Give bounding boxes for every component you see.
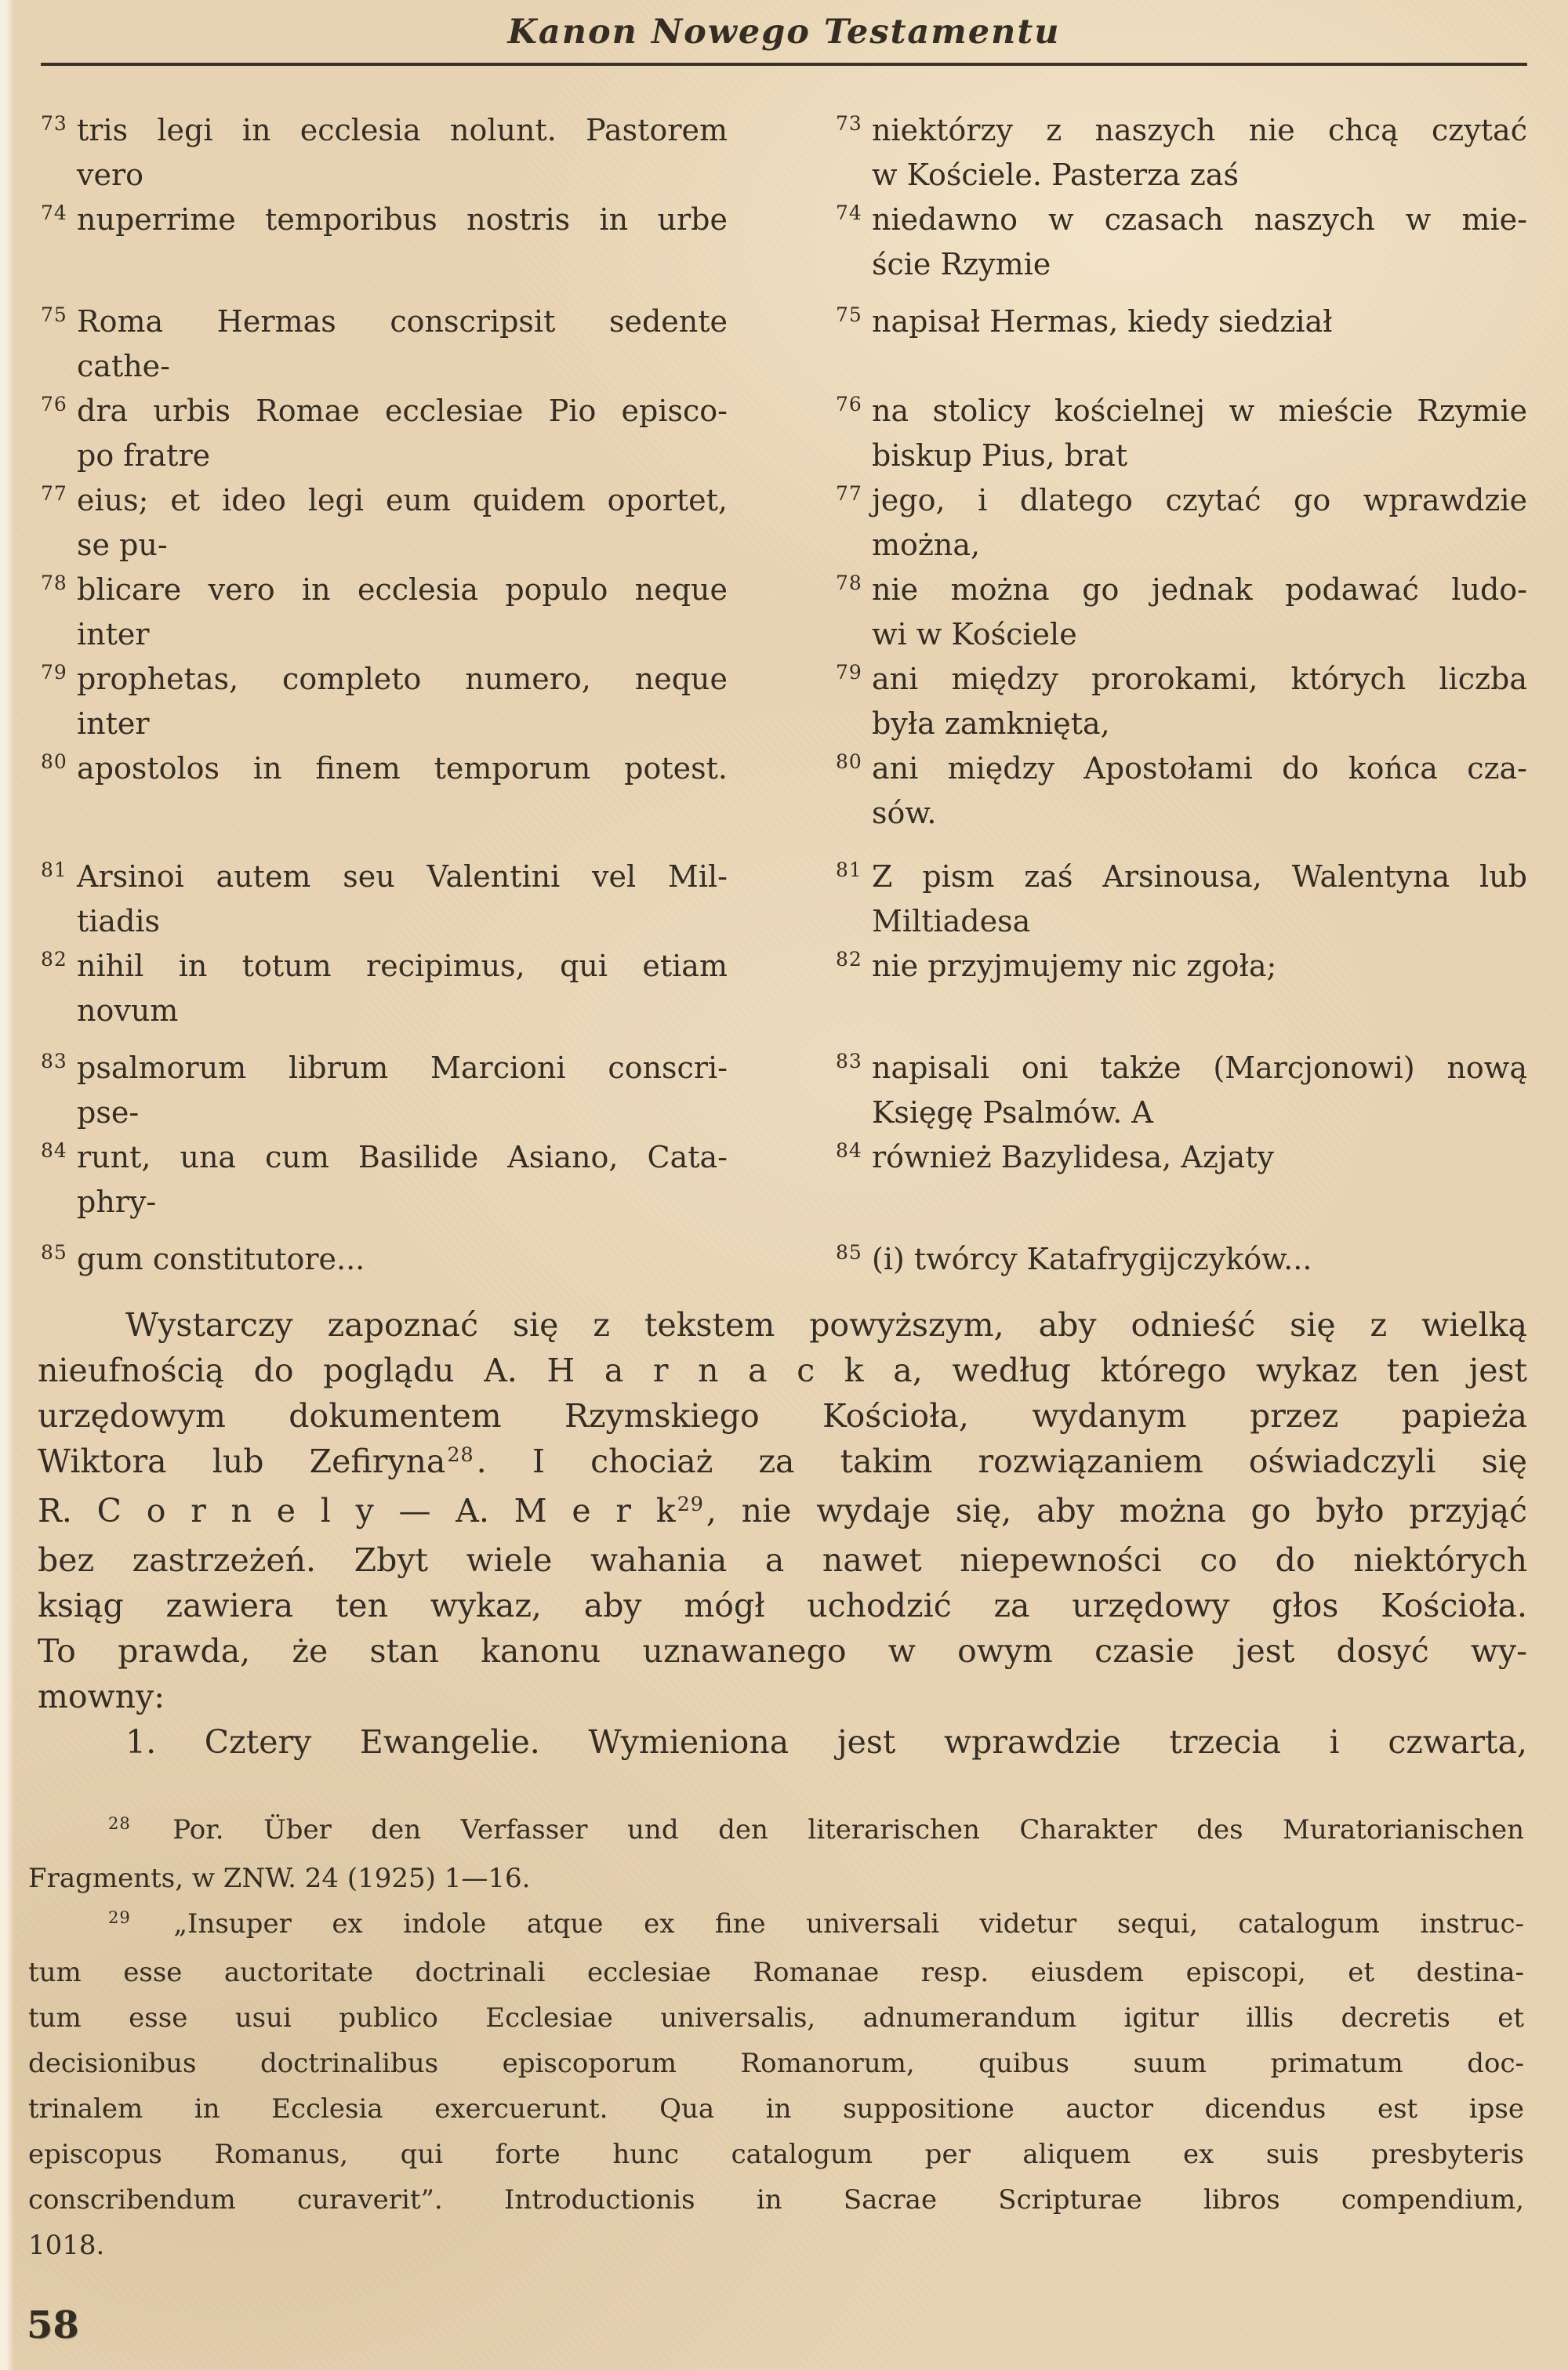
verse-latin-line: inter <box>77 617 150 651</box>
verse-number: 78 <box>41 572 67 594</box>
verse-cell-polish <box>836 1135 1527 1225</box>
body-line: R. C o r n e l y — A. M e r $k^{29}$, nie wydaje się, aby można go było przyjąć <box>38 1492 1527 1530</box>
body-line: ksiąg zawiera ten wykaz, aby mógł uchodzić za urzędowy głos Kościoła. <box>38 1587 1527 1624</box>
verse-text <box>872 1135 1527 1180</box>
verse-text <box>77 855 728 944</box>
body-line: Wiktora lub Zefiryna$^{28}$. I chociaż za takim rozwiązaniem oświadczyli się <box>38 1443 1527 1480</box>
footnote-line: 1018. <box>28 2230 105 2261</box>
verse-row <box>41 478 1527 568</box>
verse-polish-line: napisał Hermas, kiedy siedział <box>872 304 1333 339</box>
verse-cell-polish <box>836 568 1527 657</box>
body-line: nieufnością do poglądu A. H a r n a c k a, według którego wykaz ten jest <box>38 1352 1527 1389</box>
body-line: To prawda, że stan kanonu uznawanego w owym czasie jest dosyć wy- <box>38 1632 1527 1670</box>
verse-text <box>872 108 1527 198</box>
verse-number: 80 <box>41 750 67 773</box>
verse-number: 82 <box>836 948 862 971</box>
verse-row <box>41 1237 1527 1282</box>
verse-row <box>41 108 1527 198</box>
footnote-ref-superscript: 29 <box>108 1907 131 1928</box>
verse-latin-line: novum <box>77 993 179 1028</box>
verse-text <box>77 1046 728 1135</box>
verse-cell-latin <box>41 478 728 568</box>
footnote-line: decisionibus doctrinalibus episcoporum Romanorum, quibus suum primatum doc- <box>28 2048 1524 2079</box>
verse-text <box>77 657 728 746</box>
footnote-2 <box>28 1901 1524 2268</box>
verse-cell-polish <box>836 478 1527 568</box>
body-line: mowny: <box>38 1678 165 1715</box>
verse-latin-line: phry- <box>77 1185 157 1219</box>
verse-row <box>41 299 1527 389</box>
verse-number: 81 <box>41 858 67 881</box>
verse-polish-line: była zamknięta, <box>872 706 1110 741</box>
verse-latin-line: runt, una cum Basilide Asiano, Cata- <box>77 1140 728 1174</box>
verse-number: 81 <box>836 858 862 881</box>
verse-cell-polish <box>836 1046 1527 1135</box>
verse-cell-polish <box>836 389 1527 478</box>
verse-latin-line: cathe- <box>77 349 171 383</box>
verse-polish-line: ście Rzymie <box>872 247 1051 281</box>
body-line: 1. Cztery Ewangelie. Wymieniona jest wprawdzie trzecia i czwarta, <box>125 1723 1527 1761</box>
verse-text <box>77 944 728 1033</box>
verse-latin-line: prophetas, completo numero, neque <box>77 662 728 696</box>
verse-number: 75 <box>836 303 862 326</box>
verse-cell-latin <box>41 1237 728 1282</box>
verse-cell-polish <box>836 944 1527 1033</box>
verse-polish-line: (i) twórcy Katafrygijczyków... <box>872 1242 1312 1276</box>
verse-polish-line: ani między prorokami, których liczba <box>872 662 1527 696</box>
verse-number: 75 <box>41 303 67 326</box>
verse-number: 84 <box>41 1139 67 1162</box>
verse-number: 76 <box>41 393 67 416</box>
verse-number: 77 <box>836 482 862 505</box>
verse-cell-latin <box>41 1046 728 1135</box>
verse-polish-line: jego, i dlatego czytać go wprawdzie <box>872 483 1527 517</box>
verse-cell-latin <box>41 198 728 287</box>
footnote-line: episcopus Romanus, qui forte hunc catalogum per aliquem ex suis presbyteris <box>28 2139 1524 2170</box>
verse-row <box>41 568 1527 657</box>
footnote-1 <box>28 1807 1524 1901</box>
footnote-line: tum esse usui publico Ecclesiae universalis, adnumerandum igitur illis decretis et <box>28 2002 1524 2034</box>
footnotes <box>0 1807 1568 2268</box>
body-paragraph <box>0 1302 1568 1765</box>
verse-latin-line: Roma Hermas conscripsit sedente <box>77 304 728 339</box>
verse-cell-latin <box>41 568 728 657</box>
page-header <box>0 0 1568 66</box>
footnote-line: $^{29}$ „Insuper ex indole atque ex fine universali videtur sequi, catalogum instruc- <box>108 1907 1524 1940</box>
verse-text <box>872 657 1527 746</box>
verse-number: 79 <box>41 661 67 684</box>
verse-polish-line: w Kościele. Pasterza zaś <box>872 158 1239 192</box>
verse-latin-line: blicare vero in ecclesia populo neque <box>77 572 728 607</box>
verse-latin-line: se pu- <box>77 528 168 562</box>
verse-cell-polish <box>836 1237 1527 1282</box>
verse-text <box>77 299 728 389</box>
verse-number: 73 <box>836 112 862 135</box>
footnote-line: $^{28}$ Por. Über den Verfasser und den literarischen Charakter des Muratorianischen <box>108 1813 1524 1846</box>
verse-cell-latin <box>41 944 728 1033</box>
verse-text <box>872 568 1527 657</box>
verse-polish-line: nie można go jednak podawać ludo- <box>872 572 1527 607</box>
verse-text <box>77 746 728 791</box>
verse-number: 85 <box>41 1241 67 1264</box>
verse-polish-line: niektórzy z naszych nie chcą czytać <box>872 113 1527 147</box>
verse-latin-line: pse- <box>77 1095 140 1130</box>
verse-cell-latin <box>41 657 728 746</box>
verse-polish-line: napisali oni także (Marcjonowi) nową <box>872 1051 1527 1085</box>
verse-row <box>41 746 1527 836</box>
verse-number: 80 <box>836 750 862 773</box>
verse-cell-polish <box>836 198 1527 287</box>
verse-number: 74 <box>41 201 67 224</box>
verse-text <box>77 568 728 657</box>
body-line: bez zastrzeżeń. Zbyt wiele wahania a nawet niepewności co do niektórych <box>38 1541 1527 1579</box>
verse-text <box>872 389 1527 478</box>
footnote-line: trinalem in Ecclesia exercuerunt. Qua in suppositione auctor dicendus est ipse <box>28 2093 1524 2125</box>
verse-latin-line: nuperrime temporibus nostris in urbe <box>77 202 728 237</box>
footnote-ref-superscript: 28 <box>108 1813 131 1834</box>
verse-row <box>41 855 1527 944</box>
footnote-line: Fragments, w ZNW. 24 (1925) 1—16. <box>28 1863 531 1894</box>
verse-text <box>872 746 1527 836</box>
verse-cell-latin <box>41 1135 728 1225</box>
verse-polish-line: Z pism zaś Arsinousa, Walentyna lub <box>872 859 1527 894</box>
verse-latin-line: nihil in totum recipimus, qui etiam <box>77 949 728 983</box>
verse-text <box>77 478 728 568</box>
page-number: 58 <box>27 2303 79 2347</box>
verse-row <box>41 1046 1527 1135</box>
verse-number: 82 <box>41 948 67 971</box>
verse-number: 84 <box>836 1139 862 1162</box>
verse-latin-line: vero <box>77 158 143 192</box>
verse-latin-line: tris legi in ecclesia nolunt. Pastorem <box>77 113 728 147</box>
verse-polish-line: można, <box>872 528 981 562</box>
verse-row <box>41 389 1527 478</box>
verse-latin-line: dra urbis Romae ecclesiae Pio episco- <box>77 394 728 428</box>
verse-polish-line: nie przyjmujemy nic zgoła; <box>872 949 1277 983</box>
verse-cell-polish <box>836 855 1527 944</box>
verse-text <box>872 944 1527 989</box>
verse-polish-line: Księgę Psalmów. A <box>872 1095 1153 1130</box>
verse-text <box>872 1237 1527 1282</box>
verse-latin-line: tiadis <box>77 904 161 938</box>
verse-row <box>41 198 1527 287</box>
verse-cell-latin <box>41 108 728 198</box>
verse-text <box>872 198 1527 287</box>
verse-polish-line: Miltiadesa <box>872 904 1031 938</box>
verse-text <box>77 198 728 242</box>
footnote-line: tum esse auctoritate doctrinali ecclesiae Romanae resp. eiusdem episcopi, et destina- <box>28 1957 1524 1988</box>
verse-polish-line: na stolicy kościelnej w mieście Rzymie <box>872 394 1527 428</box>
verse-text <box>872 1046 1527 1135</box>
footnote-ref-superscript: 29 <box>677 1492 704 1516</box>
verse-number: 83 <box>41 1050 67 1072</box>
verse-number: 85 <box>836 1241 862 1264</box>
verse-latin-line: gum constitutore... <box>77 1242 365 1276</box>
verse-polish-line: sów. <box>872 796 937 830</box>
footnote-line: conscribendum curaverit”. Introductionis in Sacrae Scripturae libros compendium, <box>28 2184 1524 2216</box>
verse-row <box>41 944 1527 1033</box>
verse-number: 74 <box>836 201 862 224</box>
body-line: Wystarczy zapoznać się z tekstem powyższym, aby odnieść się z wielką <box>125 1306 1527 1344</box>
verse-cell-polish <box>836 657 1527 746</box>
verse-number: 73 <box>41 112 67 135</box>
verse-cell-latin <box>41 299 728 389</box>
verse-latin-line: eius; et ideo legi eum quidem oportet, <box>77 483 728 517</box>
verse-text <box>77 389 728 478</box>
verse-text <box>77 1237 728 1282</box>
verse-text <box>872 299 1527 344</box>
verse-cell-polish <box>836 108 1527 198</box>
verse-latin-line: psalmorum librum Marcioni conscri- <box>77 1051 728 1085</box>
parallel-text-columns <box>0 108 1568 1282</box>
verse-latin-line: apostolos in finem temporum potest. <box>77 751 728 786</box>
verse-number: 76 <box>836 393 862 416</box>
verse-cell-polish <box>836 746 1527 836</box>
verse-polish-line: również Bazylidesa, Azjaty <box>872 1140 1274 1174</box>
running-header-title: Kanon Nowego Testamentu <box>507 13 1061 52</box>
verse-latin-line: Arsinoi autem seu Valentini vel Mil- <box>77 859 728 894</box>
verse-cell-latin <box>41 746 728 836</box>
verse-text <box>872 478 1527 568</box>
footnote-ref-superscript: 28 <box>447 1443 474 1467</box>
verse-number: 79 <box>836 661 862 684</box>
verse-latin-line: inter <box>77 706 150 741</box>
verse-polish-line: wi w Kościele <box>872 617 1077 651</box>
verse-text <box>77 108 728 198</box>
verse-polish-line: ani między Apostołami do końca cza- <box>872 751 1527 786</box>
verse-cell-latin <box>41 389 728 478</box>
verse-number: 83 <box>836 1050 862 1072</box>
verse-polish-line: biskup Pius, brat <box>872 438 1128 473</box>
header-rule <box>41 63 1527 66</box>
verse-number: 77 <box>41 482 67 505</box>
verse-number: 78 <box>836 572 862 594</box>
verse-text <box>77 1135 728 1225</box>
verse-row <box>41 1135 1527 1225</box>
body-line: urzędowym dokumentem Rzymskiego Kościoła, wydanym przez papieża <box>38 1397 1527 1435</box>
verse-cell-latin <box>41 855 728 944</box>
verse-polish-line: niedawno w czasach naszych w mie- <box>872 202 1527 237</box>
verse-row <box>41 657 1527 746</box>
verse-text <box>872 855 1527 944</box>
verse-latin-line: po fratre <box>77 438 211 473</box>
verse-cell-polish <box>836 299 1527 389</box>
